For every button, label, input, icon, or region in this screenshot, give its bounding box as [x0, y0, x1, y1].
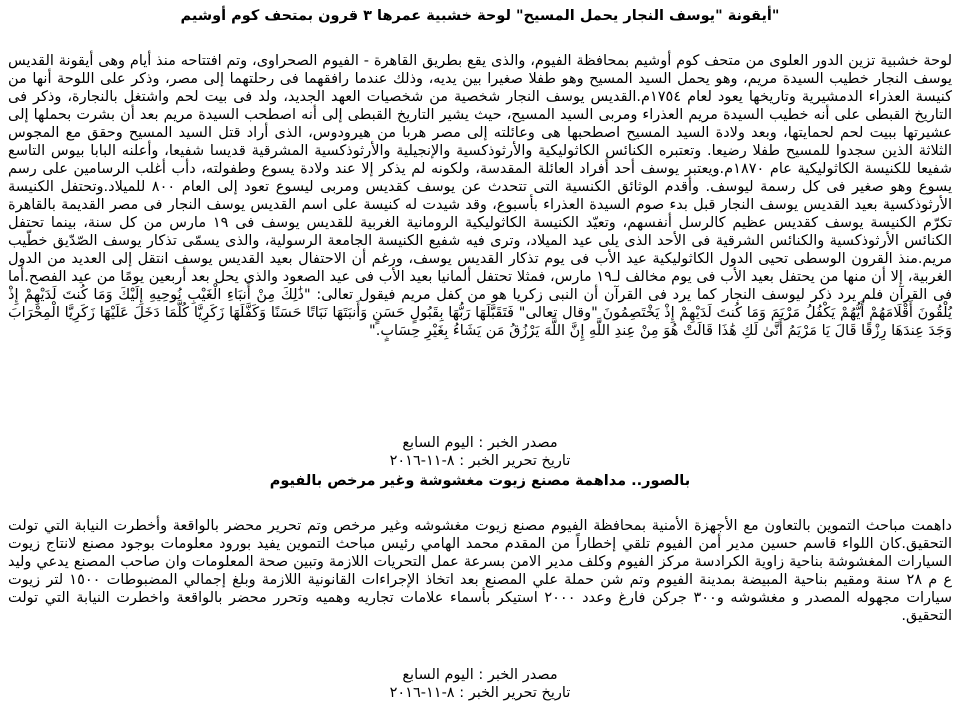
article2-title: بالصور.. مداهمة مصنع زيوت مغشوشة وغير مرخص بالفيوم — [269, 473, 691, 489]
article-body: لوحة خشبية تزين الدور العلوى من متحف كوم أوشيم بمحافظة الفيوم، والذى يقع بطريق القاهرة - الفيوم الصحراوى، وتم افتتاحه منذ أيام وهى أيقونة القديس يوسف النجار خطيب السيدة مريم، وهو يحمل السيد المسيح وهو طفلا صغيرا بين يديه، وذلك عندما رافقهما فى رحلتهما إلى مصر، وذكر على اللوحة أنها من كنيسة العذراء الدمشيرية وتاريخها يعود لعام ١٧٥٤م.القديس يوسف النجار شخصية من شخصيات العهد الجديد، ولد فى بيت لحم واشتغل بالنجارة، وذكر فى التاريخ القبطى على أنه خطيب السيدة مريم العذراء ومربى السيد المسيح، حيث يشير التاريخ القبطى إلى أنه اصطحب السيدة مريم بعد أن بشرت بحملها إلى عشيرتها ببيت لحم لحمايتها، وبعد ولادة السيد المسيح اصطحبها هى وعائلته إلى مصر هربا من هيرودوس، الذى أراد قتل السيد المسيح وحقق مع المجوس الثلاثة الذين سجدوا للمسيح طفلا رضيعا. وتعتبره الكنائس الكاثوليكية والأرثوذكسية والإنجيلية والأرثوذكسية المشرقية قديسا شفيعا، وأعلنه البابا بيوس التاسع شفيعا للكنيسة الكاثوليكية عام ١٨٧٠م.ويعتبر يوسف أحد أفراد العائلة المقدسة، ولكونه لم يذكر إلا عند ولادة يسوع وطفولته، دأب أغلب الرسامين على رسم يسوع وهو صغير فى كل رسمة ليوسف. وأقدم الوثائق الكنسية التى تتحدث عن يوسف كقديس ومربى ليسوع تعود إلى العام ٨٠٠ للميلاد.وتحتفل الكنيسة الأرثوذكسية بعيد القديس يوسف النجار قبل بدء صوم السيدة العذراء بأسبوع، وقد شيدت له كنيسة على اسم القديس يوسف النجار فى مصر القديمة بالقاهرة تكرّم الكنيسة يوسف كقديس عظيم كالرسل أنفسهم، وتعيّد الكنيسة الكاثوليكية الرومانية الغربية للقديس يوسف فى ١٩ مارس من كل سنة، بينما تحتفل الكنائس الأرثوذكسية والكنائس الشرقية فى الأحد الذى يلى عيد الميلاد، وترى فيه شفيع الكنيسة الجامعة الرسولية، والذى يسمّى تذكار يوسف الصّدّيق خطّيب مريم.منذ القرون الوسطى تحيى الدول الكاثوليكية عيد الأب فى يوم تذكار القديس يوسف، ورغم أن الاحتفال بعيد القديس يوسف انتقل إلى العديد من الدول الغربية، إلا أن منها من يحتفل بعيد الأب فى يوم مخالف لـ١٩ مارس، فمثلا تحتفل ألمانيا بعيد الأب فى عيد الصعود والذى يحل بعد أربعين يومًا من عيد الفصح.أما فى القرآن فلم يرد ذكر ليوسف النجار كما يرد فى القرآن أن النبى زكريا هو من كفل مريم فيقول تعالى: "ذَٰلِكَ مِنْ أَنبَاءِ الْغَيْبِ نُوحِيهِ إِلَيْكَ وَمَا كُنتَ لَدَيْهِمْ إِذْ يُلْقُونَ أَقْلَامَهُمْ أَيُّهُمْ يَكْفُلُ مَرْيَمَ وَمَا كُنتَ لَدَيْهِمْ إِذْ يَخْتَصِمُونَ "وقال تعالى" فَتَقَبَّلَهَا رَبُّهَا بِقَبُولٍ حَسَنٍ وَأَنبَتَهَا نَبَاتًا حَسَنًا وَكَفَّلَهَا زَكَرِيَّا كُلَّمَا دَخَلَ عَلَيْهَا زَكَرِيَّا الْمِحْرَابَ وَجَدَ عِندَهَا رِزْقًا قَالَ يَا مَرْيَمُ أَنَّىٰ لَكِ هَٰذَا قَالَتْ هُوَ مِنْ عِندِ اللَّهِ إِنَّ اللَّهَ يَرْزُقُ مَن يَشَاءُ بِغَيْرِ حِسَابٍ." — [8, 53, 953, 339]
article2-date: تاريخ تحرير الخبر : ٨-١١-٢٠١٦ — [389, 685, 571, 701]
article2-body: داهمت مباحث التموين بالتعاون مع الأجهزة الأمنية بمحافظة الفيوم مصنع زيوت مغشوشه وغير مرخص وتم تحرير محضر بالواقعة وأخطرت النيابة التي تولت التحقيق.كان اللواء قاسم حسين مدير أمن الفيوم تلقي إخطاراً من المقدم محمد الهامي رئيس مباحث التموين يفيد بورود معلومات بوجود مصنع لانتاج زيوت السيارات المغشوشة بناحية زاوية الكرادسة مركز الفيوم وكلف مدير الامن بسرعة عمل التحريات اللازمة وتبين صحة المعلومات وان صاحب المصنع يدعي وليد ع م ٢٨ سنة ومقيم بناحية المبيضة بمدينة الفيوم وتم شن حملة علي المصنع بعد اتخاذ الإجراءات القانونية اللازمة وبلغ إجمالي المضبوطات ١٥٠٠ لتر زيوت سيارات مجهوله المصدر و مغشوشه و٣٠٠ جركن فارغ وعدد ٢٠٠٠ استيكر بأسماء علامات تجاريه وهميه وتحرر محضر بالواقعة واخطرت النيابة التي تولت التحقيق. — [8, 518, 953, 624]
article-title: "أيقونة "يوسف النجار يحمل المسيح" لوحة خشبية عمرها ٣ قرون بمتحف كوم أوشيم — [180, 8, 780, 24]
article2-source: مصدر الخبر : اليوم السابع — [402, 667, 558, 683]
article-source: مصدر الخبر : اليوم السابع — [402, 435, 558, 451]
article-date: تاريخ تحرير الخبر : ٨-١١-٢٠١٦ — [389, 453, 571, 469]
